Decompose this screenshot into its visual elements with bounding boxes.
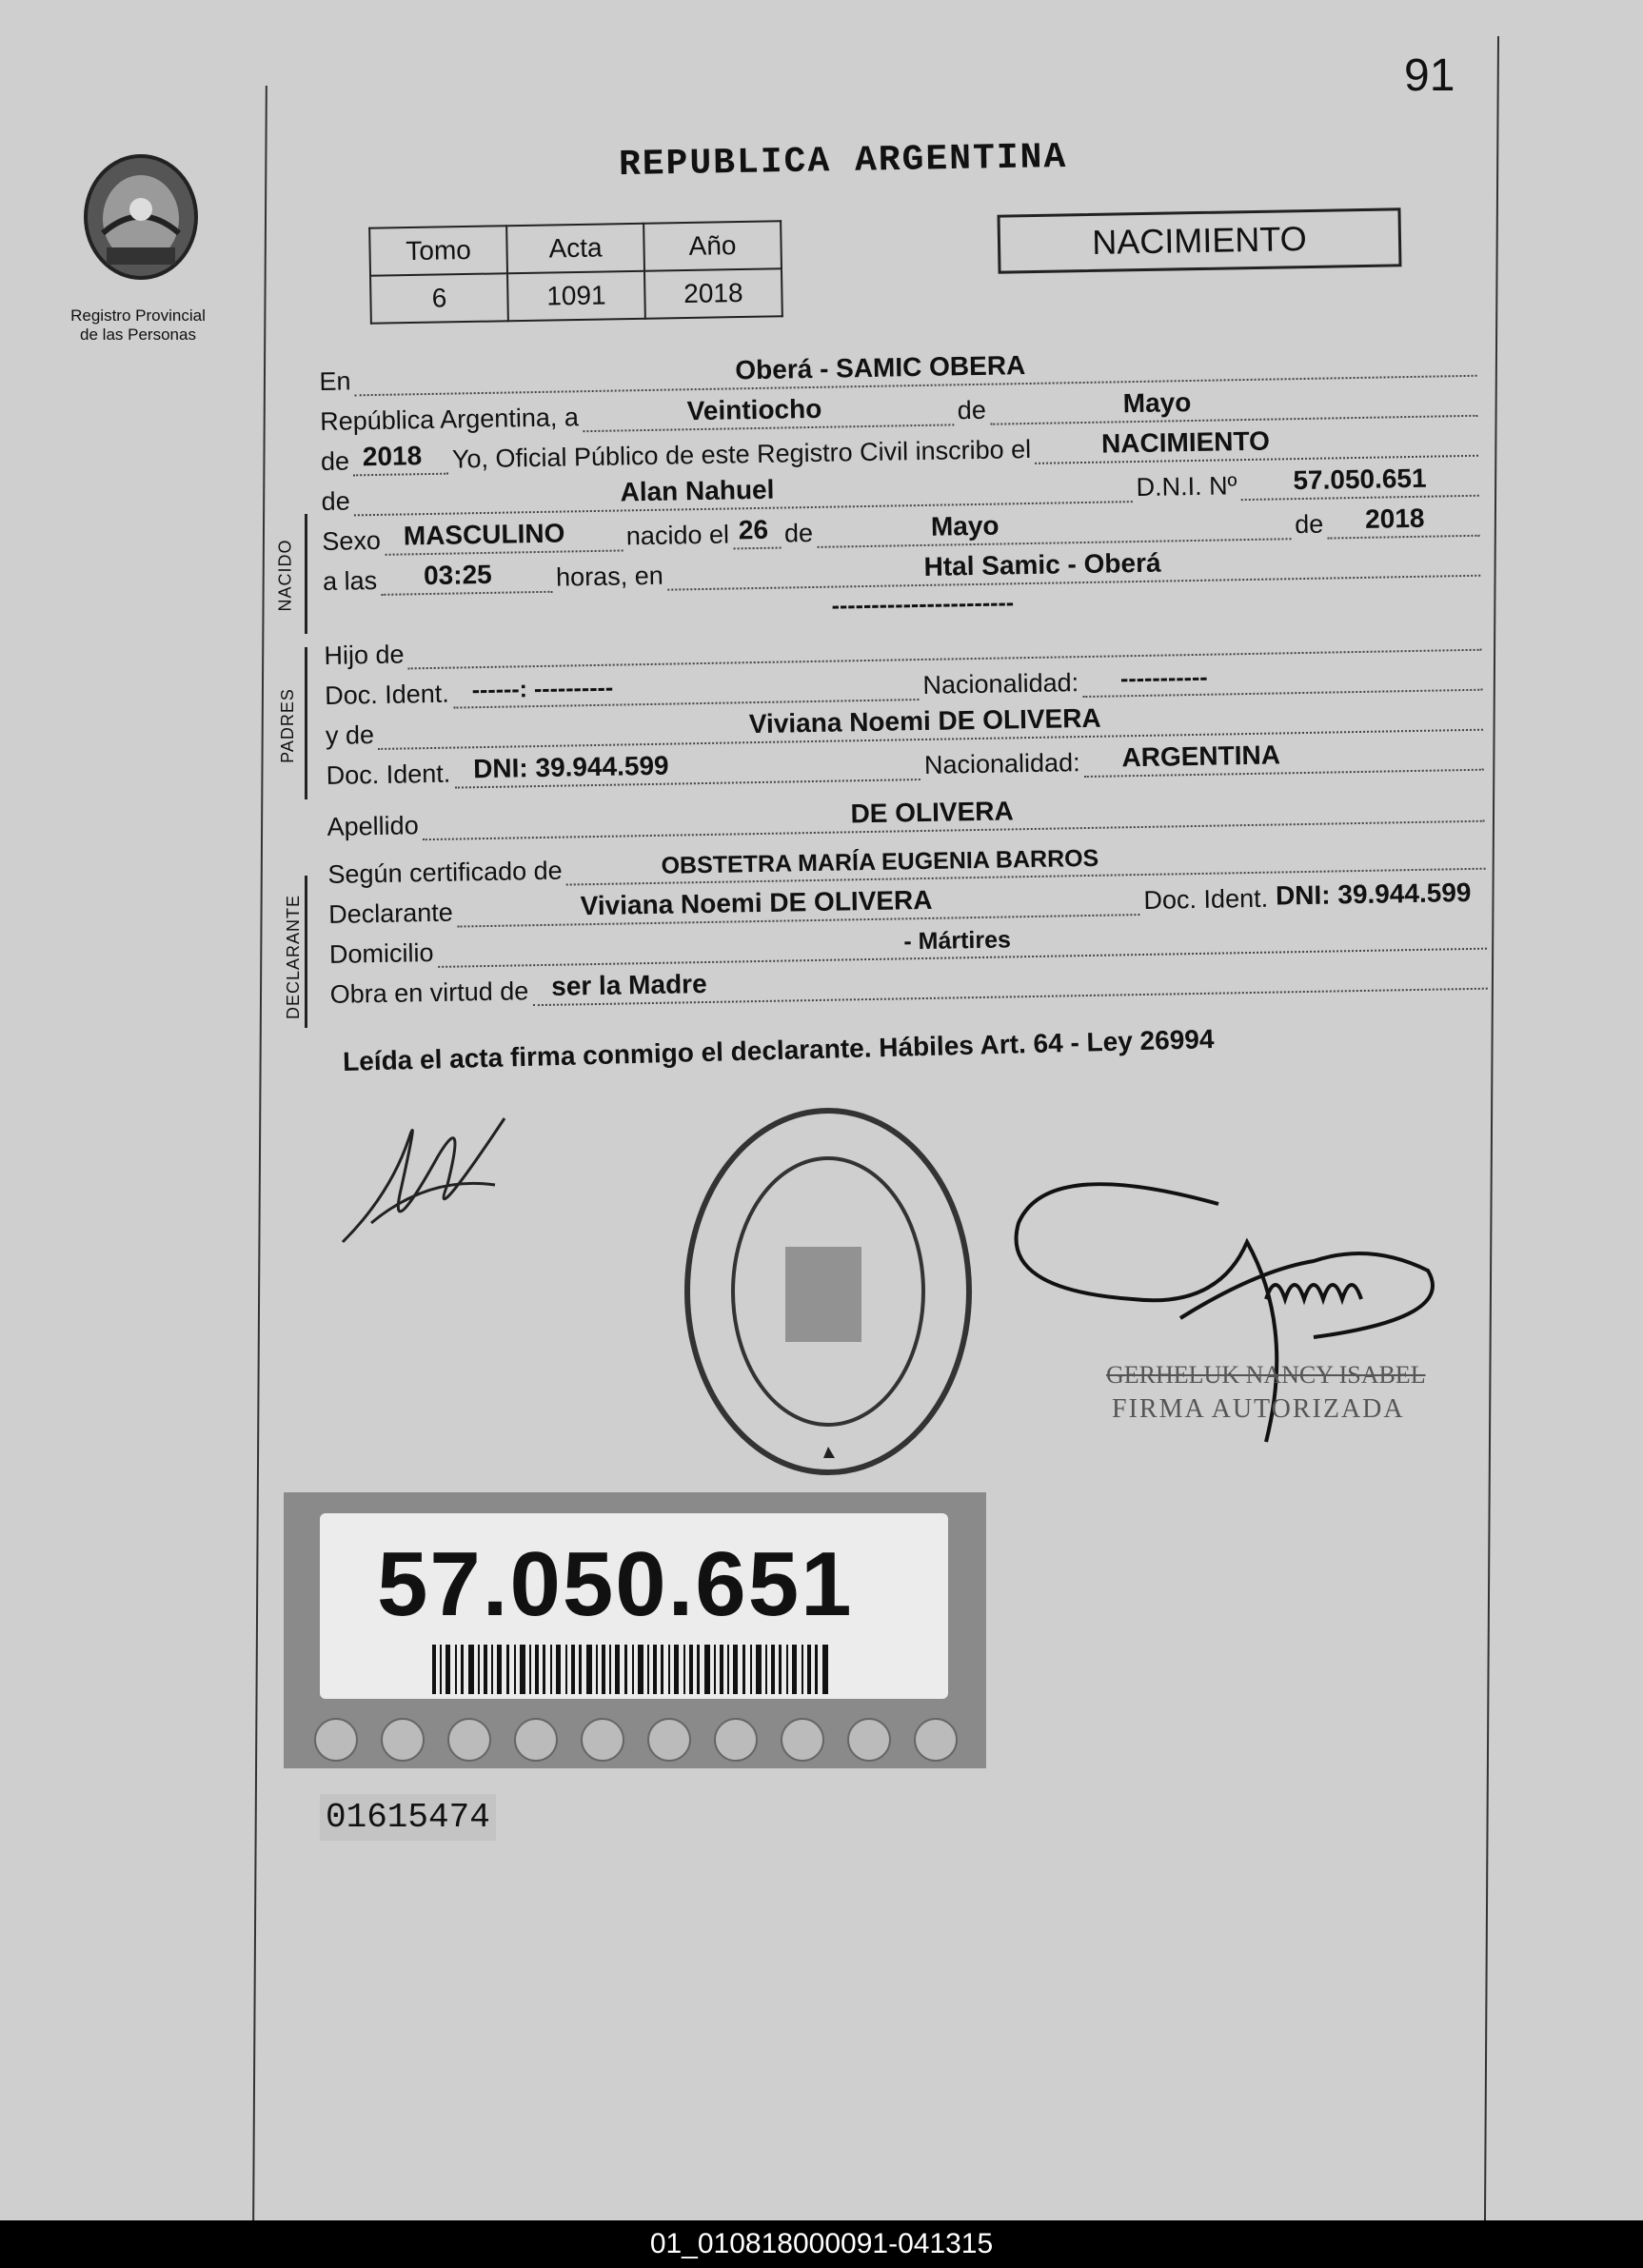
closing-text: Leída el acta firma conmigo el declarante. Hábiles Art. 64 - Ley 26994 (342, 1024, 1215, 1076)
place-label: En (319, 366, 351, 396)
certificate-value: OBSTETRA MARÍA EUGENIA BARROS (661, 844, 1099, 879)
registry-line-1: Registro Provincial (70, 306, 206, 325)
mother-nat-label: Nacionalidad: (923, 748, 1080, 779)
declarant-signature-icon (333, 1080, 524, 1271)
birth-place: Htal Samic - Oberá (923, 547, 1161, 582)
surname-label: Apellido (327, 811, 419, 841)
father-doc-label: Doc. Ident. (324, 679, 450, 710)
official-stamp-icon (681, 1104, 976, 1480)
declarant-name: Viviana Noemi DE OLIVERA (580, 884, 933, 921)
father-label: Hijo de (324, 640, 405, 670)
mother-doc-label: Doc. Ident. (326, 759, 451, 790)
mother-name: Viviana Noemi DE OLIVERA (748, 702, 1101, 740)
record-type-box: NACIMIENTO (997, 207, 1401, 273)
born-month: Mayo (930, 510, 1000, 542)
declarant-label: Declarante (327, 897, 454, 929)
child-name: Alan Nahuel (620, 474, 775, 507)
registry-name (43, 306, 233, 345)
date-de-label: de (957, 395, 987, 425)
reason-label: Obra en virtud de (329, 976, 529, 1009)
child-dni: 57.050.651 (1293, 463, 1427, 496)
date-month: Mayo (1122, 387, 1192, 419)
father-nat-label: Nacionalidad: (922, 668, 1079, 700)
hour-label: a las (322, 565, 378, 596)
declarant-doc-label: Doc. Ident. (1143, 883, 1269, 915)
tomo-header: Tomo (369, 226, 507, 276)
province-crest-icon (74, 143, 208, 286)
record-table (368, 220, 783, 325)
declarante-section-label: DECLARANTE (284, 894, 304, 1020)
birth-hour: 03:25 (423, 559, 492, 591)
mother-nat: ARGENTINA (1121, 740, 1281, 773)
page-number: 91 (1404, 50, 1455, 101)
born-label: nacido el (625, 520, 730, 551)
official-role: FIRMA AUTORIZADA (1112, 1394, 1405, 1424)
born-de-2: de (1294, 509, 1324, 540)
country-title: REPUBLICA ARGENTINA (618, 136, 1068, 187)
child-name-label: de (321, 486, 350, 516)
father-doc: ------: ---------- (471, 674, 614, 704)
official-name: GERHELUK NANCY ISABEL (1106, 1361, 1426, 1389)
father-nat: ----------- (1119, 663, 1208, 693)
registered-type: NACIMIENTO (1100, 425, 1271, 459)
declarant-doc: DNI: 39.944.599 (1275, 877, 1472, 911)
acta-header: Acta (506, 224, 644, 274)
born-de-1: de (783, 518, 814, 548)
record-form (319, 337, 1492, 1010)
registry-line-2: de las Personas (80, 325, 196, 344)
security-pattern-icon (284, 1711, 986, 1768)
left-margin-line (252, 86, 267, 2220)
place-value: Oberá - SAMIC OBERA (735, 350, 1026, 385)
date-label: República Argentina, a (319, 403, 580, 436)
declarante-bracket (305, 876, 307, 1028)
mother-doc: DNI: 39.944.599 (472, 750, 669, 784)
domicile-label: Domicilio (328, 937, 434, 969)
date-day: Veintiocho (686, 393, 822, 426)
year-value: 2018 (362, 441, 423, 472)
acta-value: 1091 (507, 271, 645, 322)
right-margin-line (1484, 36, 1499, 2220)
barcode-icon (432, 1645, 832, 1694)
born-day: 26 (738, 514, 769, 545)
barcode-number: 57.050.651 (377, 1533, 854, 1635)
certificate-label: Según certificado de (327, 856, 563, 889)
nacido-section-label: NACIDO (275, 539, 295, 612)
sex-value: MASCULINO (403, 518, 565, 551)
surname-value: DE OLIVERA (850, 796, 1014, 829)
padres-section-label: PADRES (277, 688, 297, 763)
control-number: 01615474 (320, 1794, 496, 1841)
hours-text: horas, en (555, 561, 663, 592)
domicile-value: - Mártires (903, 926, 1012, 956)
official-signature-icon (1009, 1156, 1466, 1518)
barcode-panel (320, 1513, 948, 1699)
year-text: Yo, Oficial Público de este Registro Civil inscribo el (451, 434, 1032, 474)
barcode-label (284, 1492, 986, 1768)
anio-value: 2018 (644, 268, 782, 319)
nacido-bracket (305, 514, 307, 634)
child-dni-label: D.N.I. Nº (1136, 471, 1237, 503)
padres-blank-line: ----------------------- (831, 589, 1015, 620)
sex-label: Sexo (322, 525, 382, 556)
mother-label: y de (325, 720, 375, 750)
reason-value: ser la Madre (550, 968, 707, 1001)
padres-bracket (305, 647, 307, 799)
tomo-value: 6 (370, 273, 508, 324)
year-label: de (320, 446, 350, 476)
anio-header: Año (643, 221, 782, 271)
footer-document-id: 01_010818000091-041315 (0, 2220, 1643, 2268)
born-year: 2018 (1364, 503, 1425, 534)
